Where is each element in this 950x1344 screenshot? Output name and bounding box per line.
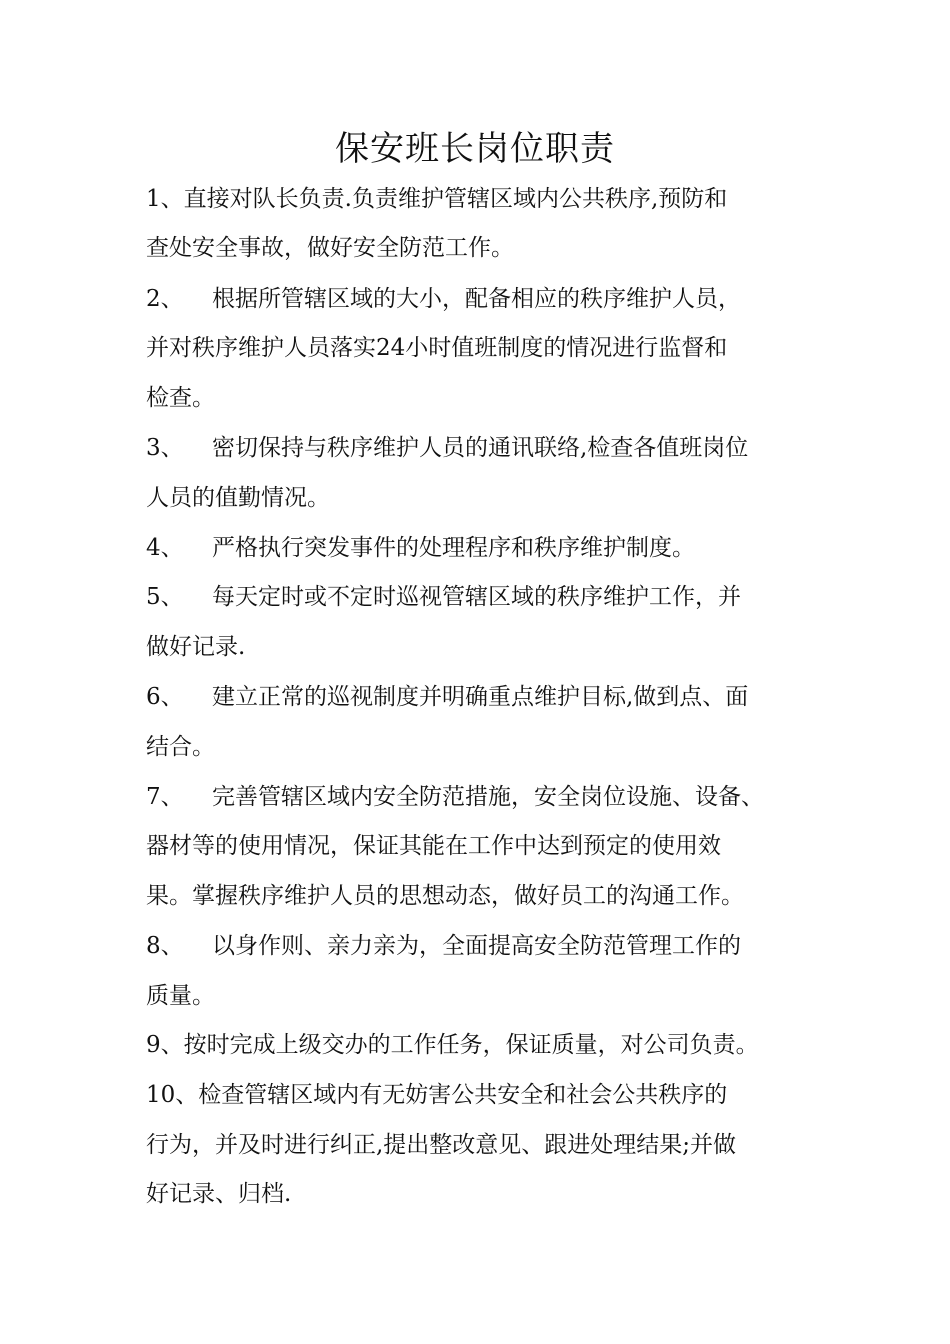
- item-7-line-1: [146, 780, 846, 814]
- item-8-number: 8、: [146, 933, 184, 959]
- item-2-line-2: 并对秩序维护人员落实24小时值班制度的情况进行监督和: [146, 335, 728, 361]
- item-2-text-1: 根据所管辖区域的大小，配备相应的秩序维护人员，: [212, 286, 741, 312]
- item-4-number: 4、: [146, 535, 184, 561]
- item-7-line-2: 器材等的使用情况，保证其能在工作中达到预定的使用效: [146, 833, 721, 859]
- item-7-text-1: 完善管辖区域内安全防范措施，安全岗位设施、设备、: [212, 784, 764, 810]
- item-3-text-1: 密切保持与秩序维护人员的通讯联络,检查各值班岗位: [212, 435, 749, 461]
- item-9-text-1: 按时完成上级交办的工作任务，保证质量，对公司负责。: [183, 1032, 759, 1058]
- item-4-line-1: [146, 531, 846, 565]
- item-7-number: 7、: [146, 784, 184, 810]
- item-6-text-1: 建立正常的巡视制度并明确重点维护目标,做到点、面: [212, 684, 749, 710]
- item-5-line-2: 做好记录.: [146, 634, 246, 660]
- item-2-line-3: 检查。: [146, 385, 215, 411]
- item-10-number: 10、: [146, 1082, 199, 1108]
- item-8-text-1: 以身作则、亲力亲为，全面提高安全防范管理工作的: [212, 933, 741, 959]
- item-1-text-1: 直接对队长负责.负责维护管辖区域内公共秩序,预防和: [183, 186, 728, 212]
- item-6-number: 6、: [146, 684, 184, 710]
- item-10-line-3: 好记录、归档.: [146, 1181, 292, 1207]
- item-1-number: 1、: [146, 186, 184, 212]
- item-9-number: 9、: [146, 1032, 184, 1058]
- item-1-line-2: 查处安全事故，做好安全防范工作。: [146, 235, 514, 261]
- item-8-line-1: [146, 929, 846, 963]
- item-7-line-3: 果。掌握秩序维护人员的思想动态，做好员工的沟通工作。: [146, 883, 744, 909]
- item-6-line-1: [146, 680, 846, 714]
- item-2-number: 2、: [146, 286, 184, 312]
- item-10-text-1: 检查管辖区域内有无妨害公共安全和社会公共秩序的: [198, 1082, 728, 1108]
- item-6-line-2: 结合。: [146, 734, 215, 760]
- item-4-text-1: 严格执行突发事件的处理程序和秩序维护制度。: [212, 535, 695, 561]
- item-3-number: 3、: [146, 435, 184, 461]
- item-5-number: 5、: [146, 584, 184, 610]
- item-3-line-1: [146, 431, 846, 465]
- item-5-text-1: 每天定时或不定时巡视管辖区域的秩序维护工作，并: [212, 584, 741, 610]
- document-title: 保安班长岗位职责: [335, 129, 615, 169]
- item-1-line-1: [146, 182, 846, 216]
- item-2-line-1: [146, 282, 846, 316]
- item-3-line-2: 人员的值勤情况。: [146, 485, 330, 511]
- item-10-line-1: [146, 1078, 846, 1112]
- item-5-line-1: [146, 580, 846, 614]
- item-10-line-2: 行为，并及时进行纠正,提出整改意见、跟进处理结果;并做: [146, 1132, 737, 1158]
- item-9-line-1: [146, 1028, 846, 1062]
- item-8-line-2: 质量。: [146, 983, 215, 1009]
